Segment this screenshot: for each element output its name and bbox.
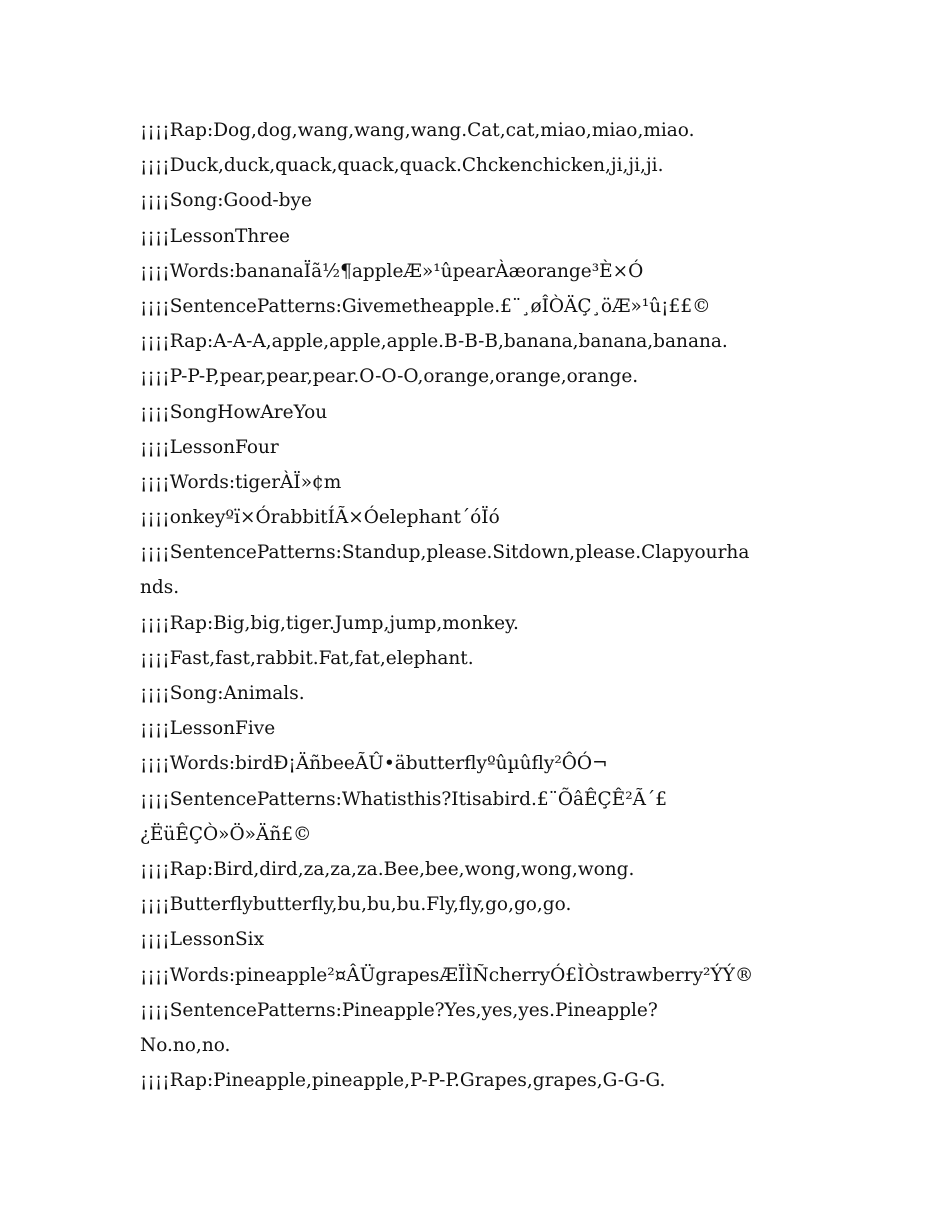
text-line-sentence-bird-cont: ¿ËüÊÇÒ»Ö»Äñ£© <box>140 823 312 845</box>
text-line-song-how-are-you: ¡¡¡¡SongHowAreYou <box>140 401 328 423</box>
document-body <box>140 113 820 1098</box>
text-line-words-pineapple: ¡¡¡¡Words:pineapple²¤ÂÜgrapesÆÏÌÑcherryÓ£ÌÒstrawberry²ÝÝ® <box>140 964 754 986</box>
text-line-sentence-bird: ¡¡¡¡SentencePatterns:Whatisthis?Itisabird.£¨ÕâÊÇÊ²Ã´£ <box>140 788 667 810</box>
text-line-rap-butterfly: ¡¡¡¡Butterflybutterfly,bu,bu,bu.Fly,fly,go,go,go. <box>140 894 572 916</box>
text-line-lesson-three: ¡¡¡¡LessonThree <box>140 225 291 247</box>
text-line-sentence-standup: ¡¡¡¡SentencePatterns:Standup,please.Sitdown,please.Clapyourha <box>140 542 750 564</box>
text-line-sentence-pineapple-cont: No.no,no. <box>140 1034 231 1056</box>
text-line-rap-tiger: ¡¡¡¡Rap:Big,big,tiger.Jump,jump,monkey. <box>140 612 519 634</box>
text-line-words-fruit: ¡¡¡¡Words:bananaÏã½¶appleÆ»¹ûpearÀæorange³È×Ó <box>140 260 644 282</box>
text-line-sentence-pineapple: ¡¡¡¡SentencePatterns:Pineapple?Yes,yes,yes.Pineapple? <box>140 999 658 1021</box>
text-line-rap-rabbit: ¡¡¡¡Fast,fast,rabbit.Fat,fat,elephant. <box>140 647 474 669</box>
text-line-duck: ¡¡¡¡Duck,duck,quack,quack,quack.Chckenchicken,ji,ji,ji. <box>140 155 664 177</box>
text-line-rap-dog: ¡¡¡¡Rap:Dog,dog,wang,wang,wang.Cat,cat,miao,miao,miao. <box>140 120 695 141</box>
text-line-lesson-six: ¡¡¡¡LessonSix <box>140 929 265 951</box>
text-line-rap-apple: ¡¡¡¡Rap:A-A-A,apple,apple,apple.B-B-B,banana,banana,banana. <box>140 331 728 353</box>
text-line-song-animals: ¡¡¡¡Song:Animals. <box>140 683 305 704</box>
text-line-sentence-apple: ¡¡¡¡SentencePatterns:Givemetheapple.£¨¸øÎÒÄÇ¸öÆ»¹û¡££© <box>140 295 711 317</box>
text-line-rap-bird: ¡¡¡¡Rap:Bird,dird,za,za,za.Bee,bee,wong,wong,wong. <box>140 858 635 880</box>
text-line-rap-pineapple: ¡¡¡¡Rap:Pineapple,pineapple,P-P-P.Grapes,grapes,G-G-G. <box>140 1070 666 1092</box>
text-line-song-goodbye: ¡¡¡¡Song:Good-bye <box>140 190 312 212</box>
text-line-lesson-five: ¡¡¡¡LessonFive <box>140 718 276 740</box>
text-line-sentence-standup-cont: nds. <box>140 577 180 599</box>
text-line-words-bird: ¡¡¡¡Words:birdÐ¡ÄñbeeÃÛ•äbutterflyºûµûfly²ÔÓ¬ <box>140 753 608 775</box>
text-line-words-tiger: ¡¡¡¡Words:tigerÀÏ»¢m <box>140 471 342 493</box>
text-line-pear-orange: ¡¡¡¡P-P-P,pear,pear,pear.O-O-O,orange,orange,orange. <box>140 366 639 388</box>
text-line-lesson-four: ¡¡¡¡LessonFour <box>140 436 279 458</box>
text-line-words-monkey: ¡¡¡¡onkeyºï×ÓrabbitÍÃ×Óelephant´óÏó <box>140 507 500 529</box>
